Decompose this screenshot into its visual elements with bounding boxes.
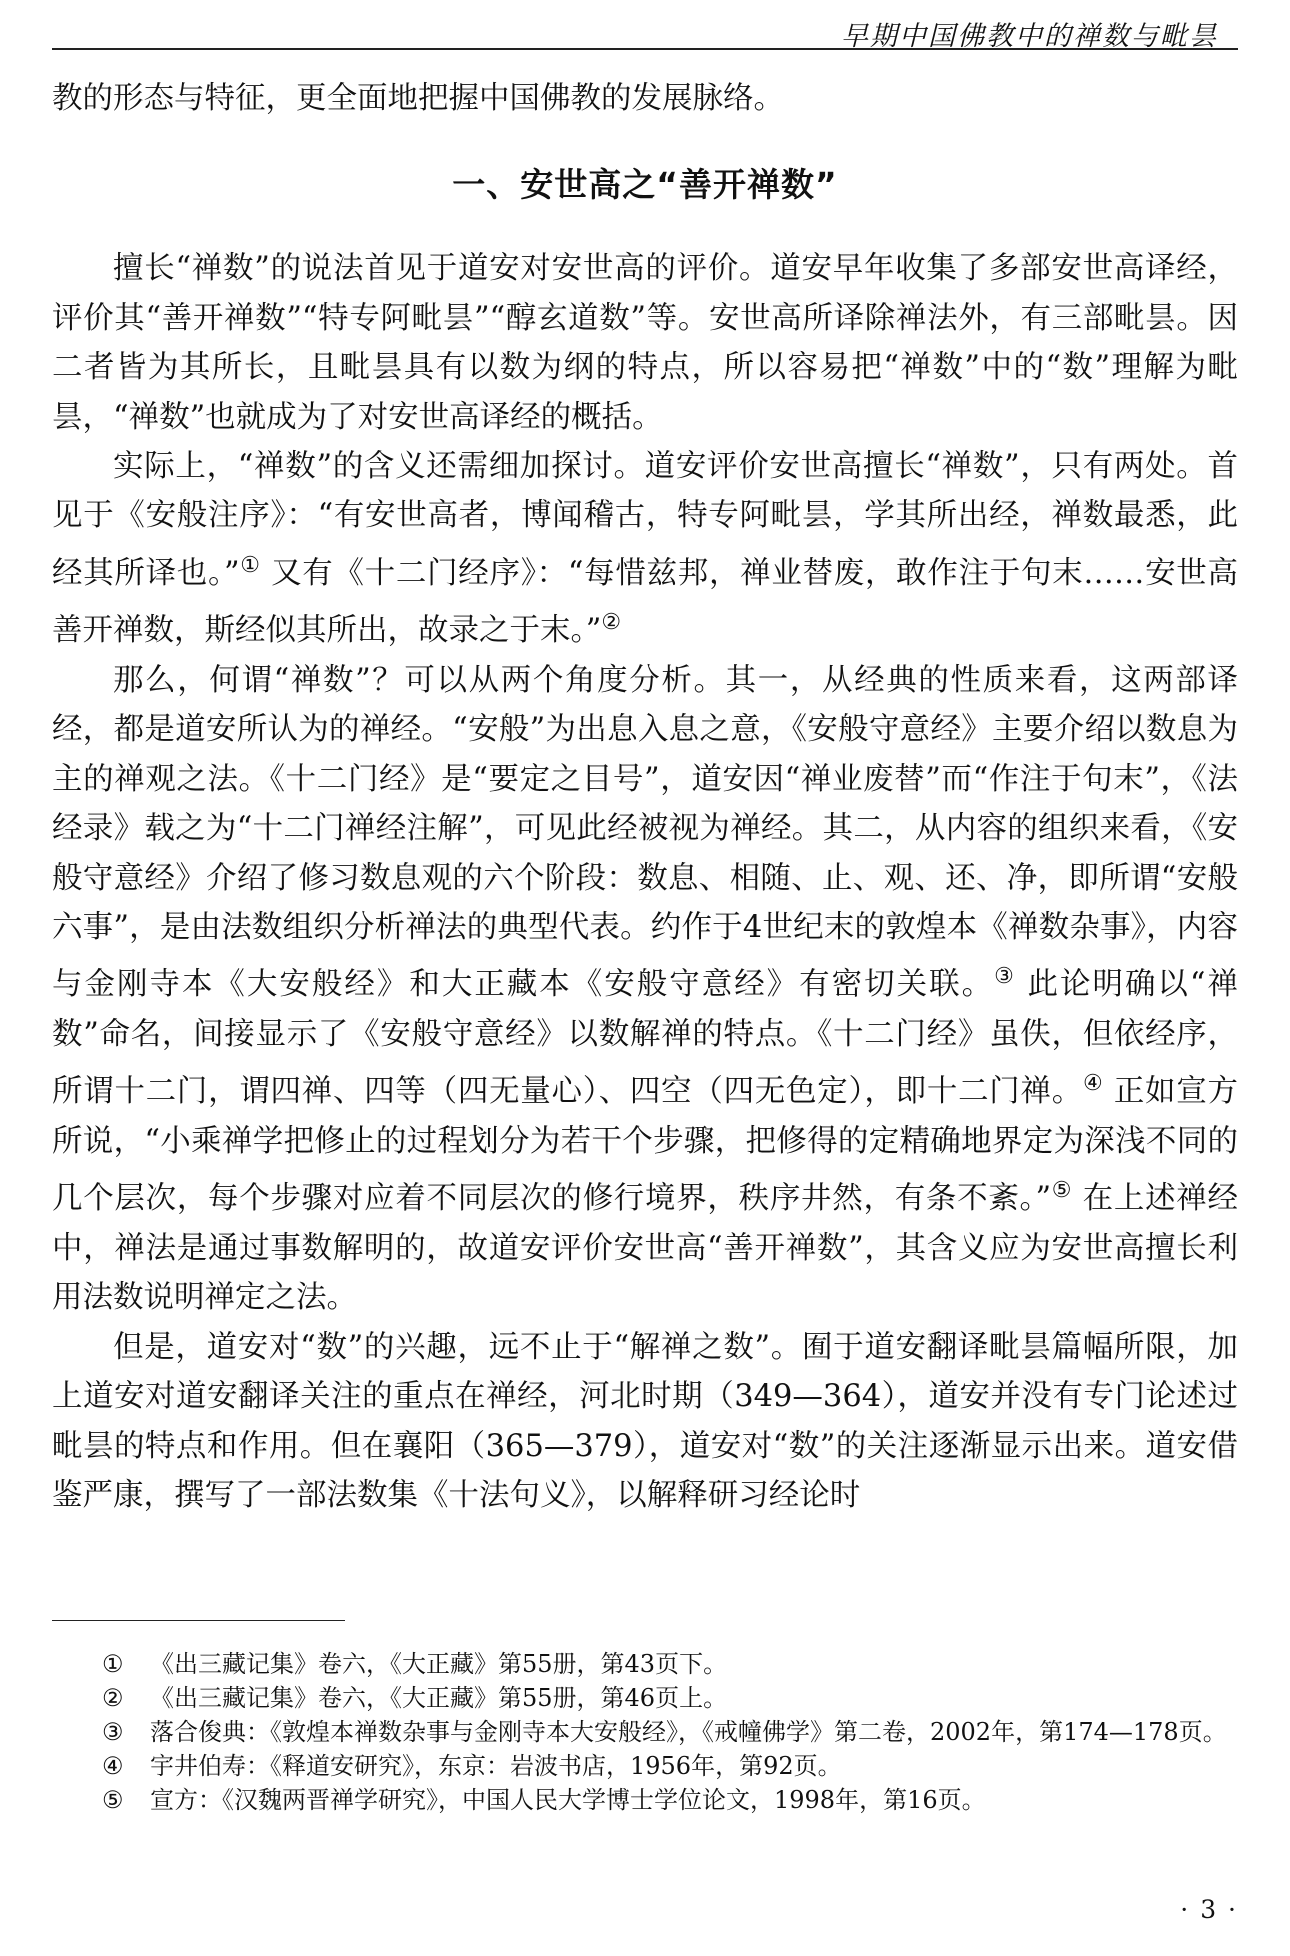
- footnote-ref-5[interactable]: ⑤: [1051, 1178, 1073, 1204]
- paragraph-4: 但是，道安对“数”的兴趣，远不止于“解禅之数”。囿于道安翻译毗昙篇幅所限，加上道安对道安翻译关注的重点在禅经，河北时期（349—364），道安并没有专门论述过毗昙的特点和作用。但在襄阳（365—379），道安对“数”的关注逐渐显示出来。道安借鉴严康，撰写了一部法数集《十法句义》，以解释研习经论时: [52, 1329, 1238, 1513]
- main-text: [52, 74, 1238, 1520]
- footnote-2: [52, 1681, 1238, 1715]
- running-header: [52, 8, 1238, 50]
- footnote-ref-1[interactable]: ①: [239, 552, 261, 578]
- paragraph-3-text-b: 此论明确以“禅数”命名，间接显示了《安般守意经》以数解禅的特点。《十二门经》虽佚，但依经序，所谓十二门，谓四禅、四等（四无量心）、四空（四无色定），即十二门禅。: [52, 967, 1238, 1110]
- footnote-ref-4[interactable]: ④: [1082, 1071, 1104, 1097]
- footnote-text: 《出三藏记集》卷六，《大正藏》第55册，第46页上。: [150, 1684, 728, 1712]
- page-number: · 3 ·: [1180, 1895, 1238, 1924]
- footnote-number: ②: [102, 1684, 124, 1712]
- section-heading: 一、安世高之“善开禅数”: [452, 165, 838, 205]
- paragraph-3-text-a: 那么，何谓“禅数”？可以从两个角度分析。其一，从经典的性质来看，这两部译经，都是道安所认为的禅经。“安般”为出息入息之意，《安般守意经》主要介绍以数息为主的禅观之法。《十二门经》是“要定之目号”，道安因“禅业废替”而“作注于句末”，《法经录》载之为“十二门禅经注解”，可见此经被视为禅经。其二，从内容的组织来看，《安般守意经》介绍了修习数息观的六个阶段：数息、相随、止、观、还、净，即所谓“安般六事”，是由法数组织分析禅法的典型代表。约作于4世纪末的敦煌本《禅数杂事》，内容与金刚寺本《大安般经》和大正藏本《安般守意经》有密切关联。: [52, 662, 1238, 1003]
- footnote-number: ③: [102, 1718, 124, 1746]
- paragraph-2: [52, 442, 1238, 656]
- paragraph-3: [52, 656, 1238, 1323]
- footnote-ref-2[interactable]: ②: [601, 610, 622, 636]
- footnotes: [52, 1647, 1238, 1817]
- footnote-text: 落合俊典：《敦煌本禅数杂事与金刚寺本大安般经》，《戒幢佛学》第二卷，2002年，第174—178页。: [150, 1718, 1227, 1746]
- footnote-1: [52, 1647, 1238, 1681]
- footnote-divider: [52, 1620, 345, 1621]
- footnote-text: 《出三藏记集》卷六，《大正藏》第55册，第43页下。: [150, 1650, 728, 1678]
- continuation-paragraph: 教的形态与特征，更全面地把握中国佛教的发展脉络。: [52, 81, 784, 116]
- footnote-number: ①: [102, 1650, 124, 1678]
- footnote-text: 宣方：《汉魏两晋禅学研究》，中国人民大学博士学位论文，1998年，第16页。: [150, 1786, 986, 1814]
- footnote-text: 宇井伯寿：《释道安研究》，东京：岩波书店，1956年，第92页。: [150, 1752, 842, 1780]
- paragraph-1: 擅长“禅数”的说法首见于道安对安世高的评价。道安早年收集了多部安世高译经，评价其“善开禅数”“特专阿毗昙”“醇玄道数”等。安世高所译除禅法外，有三部毗昙。因二者皆为其所长，且毗昙具有以数为纲的特点，所以容易把“禅数”中的“数”理解为毗昙，“禅数”也就成为了对安世高译经的概括。: [52, 251, 1238, 435]
- running-title: 早期中国佛教中的禅数与毗昙: [841, 21, 1218, 52]
- footnote-4: [52, 1749, 1238, 1783]
- footnote-number: ④: [102, 1752, 124, 1780]
- footnote-ref-3[interactable]: ③: [994, 964, 1016, 990]
- footnote-3: [52, 1715, 1238, 1749]
- paragraph-2-text-a: 实际上，“禅数”的含义还需细加探讨。道安评价安世高擅长“禅数”，只有两处。首见于《安般注序》：“有安世高者，博闻稽古，特专阿毗昙，学其所出经，禅数最悉，此经其所译也。”: [52, 449, 1238, 591]
- paragraph-2-text-b: 又有《十二门经序》：“每惜兹邦，禅业替废，敢作注于句末……安世高善开禅数，斯经似其所出，故录之于末。”: [52, 556, 1238, 649]
- footnote-number: ⑤: [102, 1786, 124, 1814]
- paragraph-3-text-d: 在上述禅经中，禅法是通过事数解明的，故道安评价安世高“善开禅数”，其含义应为安世高擅长利用法数说明禅定之法。: [52, 1181, 1238, 1316]
- paragraph-3-text-c: 正如宣方所说，“小乘禅学把修止的过程划分为若干个步骤，把修得的定精确地界定为深浅不同的几个层次，每个步骤对应着不同层次的修行境界，秩序井然，有条不紊。”: [52, 1074, 1238, 1217]
- footnote-5: [52, 1783, 1238, 1817]
